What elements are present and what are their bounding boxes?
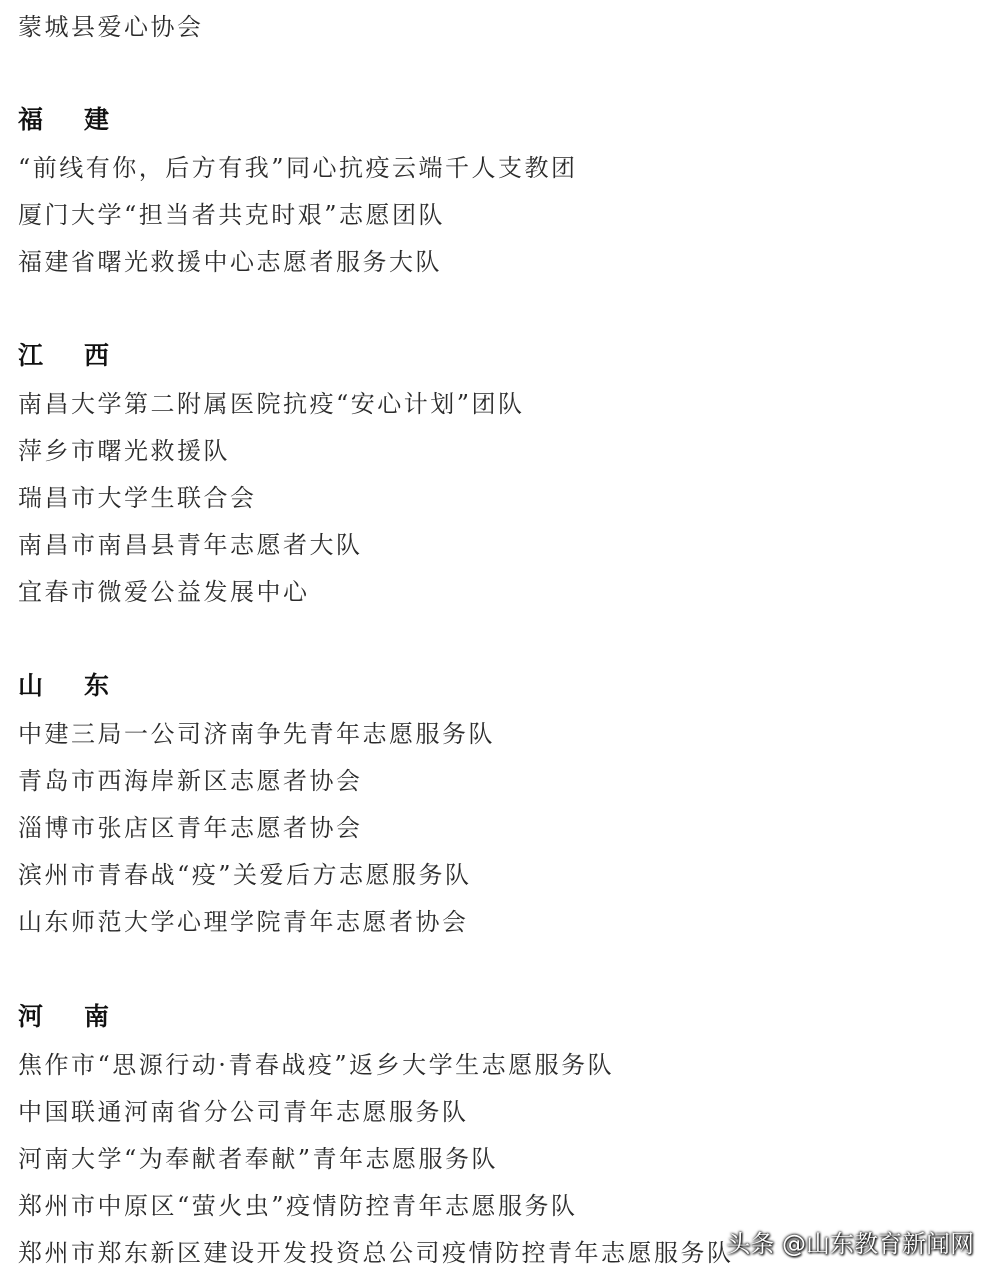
section-heading-jiangxi bbox=[18, 341, 150, 371]
list-item: “前线有你，后方有我”同心抗疫云端千人支教团 bbox=[18, 154, 578, 182]
list-item: 青岛市西海岸新区志愿者协会 bbox=[18, 767, 363, 795]
list-item: 中国联通河南省分公司青年志愿服务队 bbox=[18, 1098, 469, 1126]
watermark-text: 头条 @山东教育新闻网 bbox=[726, 1230, 974, 1258]
list-item: 郑州市中原区“萤火虫”疫情防控青年志愿服务队 bbox=[18, 1192, 578, 1220]
list-item: 南昌市南昌县青年志愿者大队 bbox=[18, 531, 363, 559]
list-item: 淄博市张店区青年志愿者协会 bbox=[18, 814, 363, 842]
list-item: 蒙城县爱心协会 bbox=[18, 13, 204, 41]
list-item: 焦作市“思源行动·青春战疫”返乡大学生志愿服务队 bbox=[18, 1051, 615, 1079]
section-heading-henan bbox=[18, 1002, 150, 1032]
list-item: 山东师范大学心理学院青年志愿者协会 bbox=[18, 908, 469, 936]
list-item: 南昌大学第二附属医院抗疫“安心计划”团队 bbox=[18, 390, 525, 418]
section-heading-fujian bbox=[18, 105, 150, 135]
list-item: 福建省曙光救援中心志愿者服务大队 bbox=[18, 248, 442, 276]
heading-char: 南 bbox=[84, 1002, 110, 1031]
heading-char: 山 bbox=[18, 671, 44, 700]
list-item: 滨州市青春战“疫”关爱后方志愿服务队 bbox=[18, 861, 472, 889]
list-item: 中建三局一公司济南争先青年志愿服务队 bbox=[18, 720, 495, 748]
heading-char: 建 bbox=[84, 105, 110, 134]
list-item: 萍乡市曙光救援队 bbox=[18, 437, 230, 465]
list-item: 瑞昌市大学生联合会 bbox=[18, 484, 257, 512]
heading-char: 西 bbox=[84, 341, 110, 370]
list-item: 郑州市郑东新区建设开发投资总公司疫情防控青年志愿服务队 bbox=[18, 1239, 734, 1267]
list-item: 厦门大学“担当者共克时艰”志愿团队 bbox=[18, 201, 446, 229]
list-item: 宜春市微爱公益发展中心 bbox=[18, 578, 310, 606]
heading-char: 东 bbox=[84, 671, 110, 700]
heading-char: 河 bbox=[18, 1002, 44, 1031]
list-item: 河南大学“为奉献者奉献”青年志愿服务队 bbox=[18, 1145, 499, 1173]
heading-char: 江 bbox=[18, 341, 44, 370]
section-heading-shandong bbox=[18, 671, 150, 701]
heading-char: 福 bbox=[18, 105, 44, 134]
